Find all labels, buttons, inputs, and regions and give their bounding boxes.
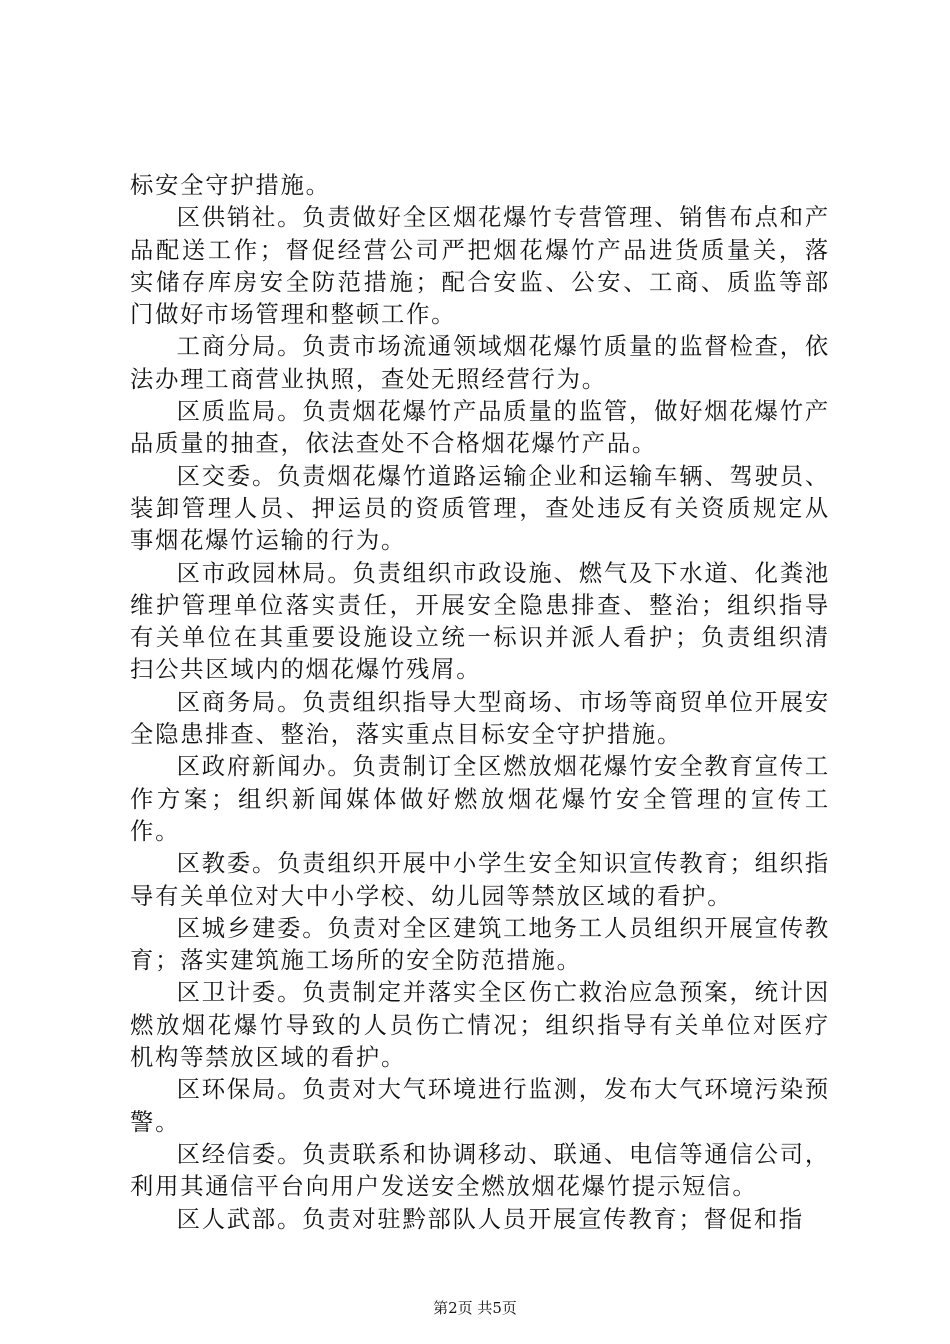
paragraph-environment: 区环保局。负责对大气环境进行监测，发布大气环境污染预警。 xyxy=(130,1076,830,1136)
paragraph-transport: 区交委。负责烟花爆竹道路运输企业和运输车辆、驾驶员、装卸管理人员、押运员的资质管理，查处违反有关资质规定从事烟花爆竹运输的行为。 xyxy=(130,462,830,555)
paragraph-municipal-gardens: 区市政园林局。负责组织市政设施、燃气及下水道、化粪池维护管理单位落实责任，开展安全隐患排查、整治；组织指导有关单位在其重要设施设立统一标识并派人看护；负责组织清扫公共区域内的烟花爆竹残屑。 xyxy=(130,559,830,684)
paragraph-education: 区教委。负责组织开展中小学生安全知识宣传教育；组织指导有关单位对大中小学校、幼儿园等禁放区域的看护。 xyxy=(130,850,830,910)
paragraph-press-office: 区政府新闻办。负责制订全区燃放烟花爆竹安全教育宣传工作方案；组织新闻媒体做好燃放烟花爆竹安全管理的宣传工作。 xyxy=(130,753,830,845)
paragraph-urban-rural-construction: 区城乡建委。负责对全区建筑工地务工人员组织开展宣传教育；落实建筑施工场所的安全防范措施。 xyxy=(130,914,830,975)
document-body xyxy=(130,170,830,1236)
paragraph-economy-it: 区经信委。负责联系和协调移动、联通、电信等通信公司，利用其通信平台向用户发送安全燃放烟花爆竹提示短信。 xyxy=(130,1140,830,1201)
paragraph-commerce-bureau: 区商务局。负责组织指导大型商场、市场等商贸单位开展安全隐患排查、整治，落实重点目标安全守护措施。 xyxy=(130,688,830,749)
paragraph-health-commission: 区卫计委。负责制定并落实全区伤亡救治应急预案，统计因燃放烟花爆竹导致的人员伤亡情况；组织指导有关单位对医疗机构等禁放区域的看护。 xyxy=(130,979,830,1072)
paragraph-armed-forces: 区人武部。负责对驻黔部队人员开展宣传教育；督促和指 xyxy=(176,1205,805,1233)
page-number: 第2页 共5页 xyxy=(433,1299,517,1317)
paragraph-supply-marketing: 区供销社。负责做好全区烟花爆竹专营管理、销售布点和产品配送工作；督促经营公司严把烟花爆竹产品进货质量关，落实储存库房安全防范措施；配合安监、公安、工商、质监等部门做好市场管理和整顿工作。 xyxy=(130,204,830,329)
paragraph-continuation: 标安全守护措施。 xyxy=(130,172,331,199)
paragraph-industry-commerce: 工商分局。负责市场流通领域烟花爆竹质量的监督检查，依法办理工商营业执照，查处无照经营行为。 xyxy=(130,333,830,393)
paragraph-quality-supervision: 区质监局。负责烟花爆竹产品质量的监管，做好烟花爆竹产品质量的抽查，依法查处不合格烟花爆竹产品。 xyxy=(130,398,830,458)
